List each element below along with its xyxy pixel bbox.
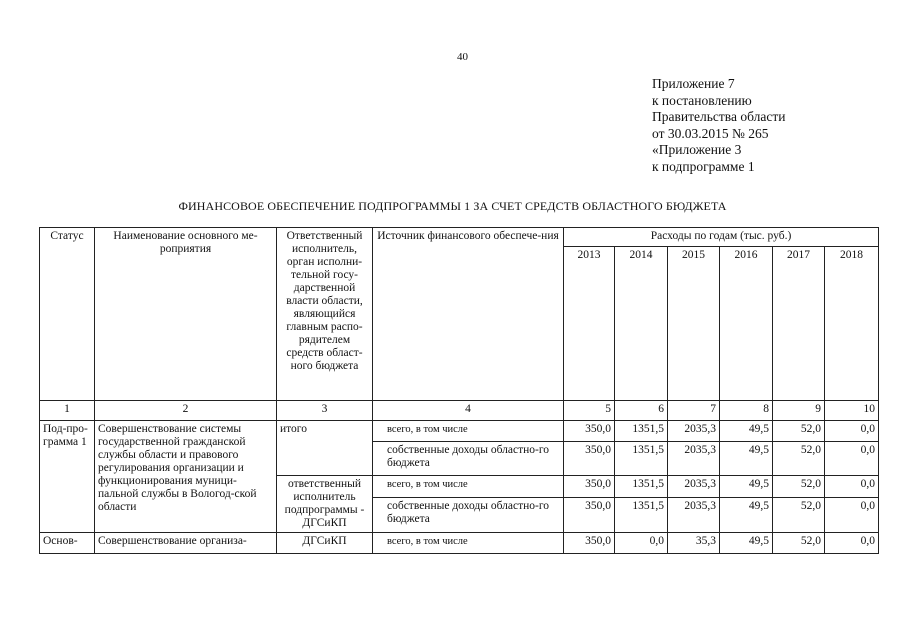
value-cell: 1351,5 [615, 497, 668, 532]
column-number: 6 [615, 401, 668, 421]
header-executor: Ответственный исполнитель, орган исполни-тельной госу-дарственной власти области, являющийся главным распо-рядителем средств област-ного бюджета [277, 228, 373, 401]
header-name: Наименование основного ме-роприятия [95, 228, 277, 401]
year-header: 2014 [615, 247, 668, 401]
appendix-line: к постановлению [652, 92, 752, 108]
column-number: 9 [773, 401, 825, 421]
column-number-row [40, 401, 879, 421]
value-cell: 49,5 [720, 533, 773, 554]
value-cell: 0,0 [825, 476, 879, 498]
year-header: 2017 [773, 247, 825, 401]
value-cell: 2035,3 [668, 476, 720, 498]
column-number: 10 [825, 401, 879, 421]
page-number: 40 [457, 51, 468, 63]
value-cell: 2035,3 [668, 421, 720, 442]
column-number: 7 [668, 401, 720, 421]
executor-cell: ответственный исполнитель подпрограммы - ДГСиКП [277, 476, 373, 533]
value-cell: 0,0 [825, 421, 879, 442]
year-header: 2016 [720, 247, 773, 401]
status-cell: Основ- [40, 533, 95, 554]
value-cell: 0,0 [825, 497, 879, 532]
source-cell: всего, в том числе [373, 421, 564, 442]
column-number: 4 [373, 401, 564, 421]
value-cell: 2035,3 [668, 442, 720, 476]
year-header: 2015 [668, 247, 720, 401]
source-cell: всего, в том числе [373, 533, 564, 554]
value-cell: 49,5 [720, 476, 773, 498]
document-title: ФИНАНСОВОЕ ОБЕСПЕЧЕНИЕ ПОДПРОГРАММЫ 1 ЗА СЧЕТ СРЕДСТВ ОБЛАСТНОГО БЮДЖЕТА [178, 199, 727, 213]
header-expenses: Расходы по годам (тыс. руб.) [564, 228, 879, 247]
value-cell: 1351,5 [615, 476, 668, 498]
value-cell: 0,0 [615, 533, 668, 554]
executor-cell: итого [277, 421, 373, 476]
value-cell: 49,5 [720, 497, 773, 532]
source-cell: собственные доходы областно-го бюджета [373, 442, 564, 476]
value-cell: 49,5 [720, 442, 773, 476]
value-cell: 52,0 [773, 442, 825, 476]
appendix-reference [652, 76, 785, 176]
measure-name-cell: Совершенствование организа- [95, 533, 277, 554]
measure-name-cell: Совершенствование системы государственной гражданской службы области и правового регулирования организации и функционирования муници-пальной службы в Вологод-ской области [95, 421, 277, 533]
value-cell: 49,5 [720, 421, 773, 442]
header-row [40, 228, 879, 247]
header-status: Статус [40, 228, 95, 401]
appendix-line: Правительства области [652, 109, 786, 125]
appendix-line: «Приложение 3 [652, 142, 742, 158]
value-cell: 350,0 [564, 442, 615, 476]
value-cell: 1351,5 [615, 442, 668, 476]
financing-table [39, 227, 879, 554]
value-cell: 0,0 [825, 442, 879, 476]
value-cell: 350,0 [564, 497, 615, 532]
source-cell: всего, в том числе [373, 476, 564, 498]
value-cell: 52,0 [773, 476, 825, 498]
appendix-line: Приложение 7 [652, 76, 735, 91]
value-cell: 35,3 [668, 533, 720, 554]
column-number: 5 [564, 401, 615, 421]
year-header: 2013 [564, 247, 615, 401]
appendix-line: к подпрограмме 1 [652, 158, 755, 174]
header-source: Источник финансового обеспече-ния [373, 228, 564, 401]
table-row [40, 421, 879, 442]
column-number: 2 [95, 401, 277, 421]
column-number: 3 [277, 401, 373, 421]
value-cell: 2035,3 [668, 497, 720, 532]
executor-cell: ДГСиКП [277, 533, 373, 554]
value-cell: 1351,5 [615, 421, 668, 442]
column-number: 1 [40, 401, 95, 421]
year-header: 2018 [825, 247, 879, 401]
value-cell: 0,0 [825, 533, 879, 554]
value-cell: 350,0 [564, 476, 615, 498]
value-cell: 52,0 [773, 421, 825, 442]
column-number: 8 [720, 401, 773, 421]
value-cell: 350,0 [564, 421, 615, 442]
status-cell: Под-про-грамма 1 [40, 421, 95, 533]
value-cell: 52,0 [773, 533, 825, 554]
value-cell: 350,0 [564, 533, 615, 554]
value-cell: 52,0 [773, 497, 825, 532]
table-row [40, 533, 879, 554]
appendix-line: от 30.03.2015 № 265 [652, 125, 769, 141]
source-cell: собственные доходы областно-го бюджета [373, 497, 564, 532]
